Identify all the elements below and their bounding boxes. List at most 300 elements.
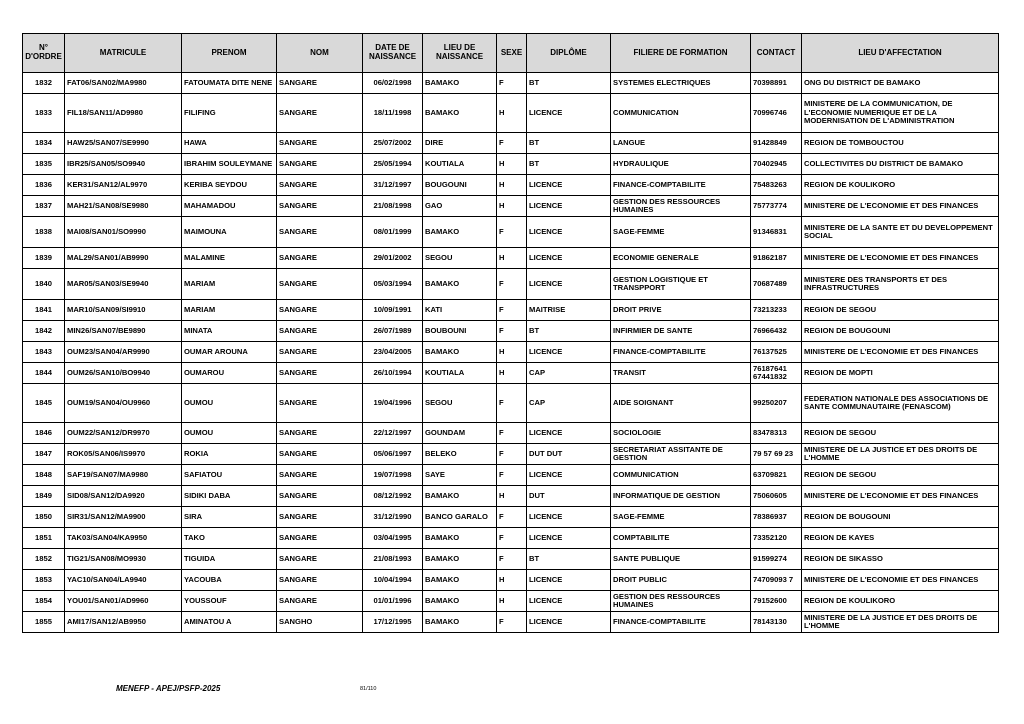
cell-lieu-naissance: DIRE	[423, 133, 497, 154]
cell-contact: 78143130	[751, 612, 802, 633]
cell-filiere: GESTION DES RESSOURCES HUMAINES	[611, 591, 751, 612]
cell-date-naissance: 25/07/2002	[363, 133, 423, 154]
header-matricule: MATRICULE	[65, 34, 182, 73]
cell-date-naissance: 26/07/1989	[363, 321, 423, 342]
cell-nom: SANGARE	[277, 133, 363, 154]
cell-prenom: HAWA	[182, 133, 277, 154]
cell-contact: 70687489	[751, 269, 802, 300]
table-row	[23, 549, 999, 570]
cell-lieu-naissance: BAMAKO	[423, 94, 497, 133]
cell-prenom: SAFIATOU	[182, 465, 277, 486]
table-row	[23, 94, 999, 133]
cell-filiere: SYSTEMES ELECTRIQUES	[611, 73, 751, 94]
cell-lieu-affectation: MINISTERE DE LA COMMUNICATION, DE L'ECONOMIE NUMERIQUE ET DE LA MODERNISATION DE L'ADMINISTRATION	[802, 94, 999, 133]
cell-sexe: F	[497, 217, 527, 248]
cell-diplome: LICENCE	[527, 196, 611, 217]
cell-lieu-affectation: MINISTERE DES TRANSPORTS ET DES INFRASTRUCTURES	[802, 269, 999, 300]
cell-lieu-affectation: MINISTERE DE L'ECONOMIE ET DES FINANCES	[802, 570, 999, 591]
table-row	[23, 196, 999, 217]
cell-filiere: SAGE-FEMME	[611, 507, 751, 528]
cell-matricule: SIR31/SAN12/MA9900	[65, 507, 182, 528]
cell-diplome: LICENCE	[527, 217, 611, 248]
cell-numero: 1844	[23, 363, 65, 384]
cell-matricule: OUM22/SAN12/DR9970	[65, 423, 182, 444]
cell-filiere: DROIT PRIVE	[611, 300, 751, 321]
cell-numero: 1846	[23, 423, 65, 444]
cell-contact: 99250207	[751, 384, 802, 423]
cell-prenom: KERIBA SEYDOU	[182, 175, 277, 196]
cell-sexe: H	[497, 486, 527, 507]
cell-numero: 1854	[23, 591, 65, 612]
cell-date-naissance: 05/03/1994	[363, 269, 423, 300]
cell-matricule: OUM23/SAN04/AR9990	[65, 342, 182, 363]
cell-sexe: H	[497, 94, 527, 133]
cell-prenom: SIDIKI DABA	[182, 486, 277, 507]
cell-nom: SANGARE	[277, 269, 363, 300]
cell-lieu-naissance: KATI	[423, 300, 497, 321]
table-row	[23, 321, 999, 342]
cell-matricule: HAW25/SAN07/SE9990	[65, 133, 182, 154]
cell-matricule: ROK05/SAN06/IS9970	[65, 444, 182, 465]
cell-lieu-affectation: ONG DU DISTRICT DE BAMAKO	[802, 73, 999, 94]
cell-prenom: MARIAM	[182, 269, 277, 300]
cell-date-naissance: 18/11/1998	[363, 94, 423, 133]
cell-matricule: OUM26/SAN10/BO9940	[65, 363, 182, 384]
cell-filiere: ECONOMIE GENERALE	[611, 248, 751, 269]
cell-nom: SANGARE	[277, 384, 363, 423]
cell-matricule: SID08/SAN12/DA9920	[65, 486, 182, 507]
cell-contact: 91862187	[751, 248, 802, 269]
cell-lieu-naissance: GAO	[423, 196, 497, 217]
table-row	[23, 384, 999, 423]
header-lieu-naissance: LIEU DE NAISSANCE	[423, 34, 497, 73]
cell-contact: 70402945	[751, 154, 802, 175]
table-row	[23, 423, 999, 444]
cell-lieu-naissance: BAMAKO	[423, 269, 497, 300]
cell-filiere: TRANSIT	[611, 363, 751, 384]
cell-lieu-naissance: BAMAKO	[423, 612, 497, 633]
cell-diplome: LICENCE	[527, 342, 611, 363]
cell-lieu-naissance: BAMAKO	[423, 73, 497, 94]
cell-date-naissance: 08/01/1999	[363, 217, 423, 248]
cell-sexe: F	[497, 384, 527, 423]
cell-sexe: H	[497, 570, 527, 591]
table-row	[23, 465, 999, 486]
cell-numero: 1835	[23, 154, 65, 175]
cell-nom: SANGARE	[277, 528, 363, 549]
cell-date-naissance: 10/04/1994	[363, 570, 423, 591]
cell-date-naissance: 29/01/2002	[363, 248, 423, 269]
cell-diplome: LICENCE	[527, 465, 611, 486]
cell-diplome: CAP	[527, 363, 611, 384]
cell-lieu-affectation: MINISTERE DE L'ECONOMIE ET DES FINANCES	[802, 486, 999, 507]
table-row	[23, 570, 999, 591]
cell-lieu-naissance: GOUNDAM	[423, 423, 497, 444]
cell-diplome: LICENCE	[527, 269, 611, 300]
cell-lieu-affectation: REGION DE MOPTI	[802, 363, 999, 384]
cell-sexe: H	[497, 154, 527, 175]
cell-nom: SANGARE	[277, 342, 363, 363]
cell-sexe: F	[497, 444, 527, 465]
cell-contact: 91428849	[751, 133, 802, 154]
page-number: 81/110	[360, 686, 377, 692]
cell-numero: 1853	[23, 570, 65, 591]
cell-filiere: INFIRMIER DE SANTE	[611, 321, 751, 342]
cell-sexe: H	[497, 342, 527, 363]
cell-numero: 1840	[23, 269, 65, 300]
footer-reference: MENEFP - APEJ/PSFP-2025	[116, 684, 221, 693]
cell-contact: 83478313	[751, 423, 802, 444]
cell-sexe: F	[497, 73, 527, 94]
cell-diplome: LICENCE	[527, 528, 611, 549]
cell-sexe: F	[497, 465, 527, 486]
cell-lieu-affectation: REGION DE BOUGOUNI	[802, 507, 999, 528]
cell-nom: SANGARE	[277, 321, 363, 342]
cell-diplome: BT	[527, 73, 611, 94]
cell-date-naissance: 01/01/1996	[363, 591, 423, 612]
cell-lieu-affectation: REGION DE SEGOU	[802, 423, 999, 444]
cell-nom: SANGARE	[277, 423, 363, 444]
cell-sexe: H	[497, 196, 527, 217]
assignment-table	[22, 33, 999, 633]
cell-contact: 74709093 7	[751, 570, 802, 591]
cell-numero: 1842	[23, 321, 65, 342]
cell-matricule: KER31/SAN12/AL9970	[65, 175, 182, 196]
cell-lieu-affectation: REGION DE SEGOU	[802, 465, 999, 486]
cell-lieu-affectation: REGION DE TOMBOUCTOU	[802, 133, 999, 154]
cell-date-naissance: 05/06/1997	[363, 444, 423, 465]
cell-filiere: DROIT PUBLIC	[611, 570, 751, 591]
cell-date-naissance: 23/04/2005	[363, 342, 423, 363]
cell-lieu-naissance: SAYE	[423, 465, 497, 486]
cell-diplome: BT	[527, 549, 611, 570]
cell-prenom: TAKO	[182, 528, 277, 549]
cell-numero: 1849	[23, 486, 65, 507]
table-row	[23, 175, 999, 196]
cell-matricule: FAT06/SAN02/MA9980	[65, 73, 182, 94]
table-row	[23, 444, 999, 465]
cell-numero: 1843	[23, 342, 65, 363]
cell-prenom: MAIMOUNA	[182, 217, 277, 248]
cell-contact: 76966432	[751, 321, 802, 342]
cell-sexe: F	[497, 300, 527, 321]
cell-contact: 78386937	[751, 507, 802, 528]
cell-matricule: AMI17/SAN12/AB9950	[65, 612, 182, 633]
cell-prenom: FATOUMATA DITE NENE	[182, 73, 277, 94]
cell-matricule: YAC10/SAN04/LA9940	[65, 570, 182, 591]
cell-nom: SANGARE	[277, 154, 363, 175]
cell-nom: SANGARE	[277, 570, 363, 591]
cell-lieu-naissance: KOUTIALA	[423, 154, 497, 175]
cell-sexe: F	[497, 133, 527, 154]
cell-date-naissance: 17/12/1995	[363, 612, 423, 633]
cell-lieu-naissance: BAMAKO	[423, 591, 497, 612]
table-row	[23, 248, 999, 269]
cell-contact: 79152600	[751, 591, 802, 612]
cell-sexe: F	[497, 507, 527, 528]
cell-numero: 1850	[23, 507, 65, 528]
table-container	[22, 33, 999, 633]
cell-matricule: MAR10/SAN09/SI9910	[65, 300, 182, 321]
cell-lieu-naissance: BAMAKO	[423, 549, 497, 570]
cell-date-naissance: 21/08/1998	[363, 196, 423, 217]
cell-lieu-naissance: BOUBOUNI	[423, 321, 497, 342]
cell-date-naissance: 03/04/1995	[363, 528, 423, 549]
cell-lieu-affectation: MINISTERE DE LA SANTE ET DU DEVELOPPEMENT SOCIAL	[802, 217, 999, 248]
cell-lieu-naissance: BAMAKO	[423, 528, 497, 549]
cell-matricule: IBR25/SAN05/SO9940	[65, 154, 182, 175]
cell-prenom: FILIFING	[182, 94, 277, 133]
cell-sexe: F	[497, 612, 527, 633]
cell-matricule: FIL18/SAN11/AD9980	[65, 94, 182, 133]
cell-numero: 1847	[23, 444, 65, 465]
cell-filiere: SOCIOLOGIE	[611, 423, 751, 444]
cell-matricule: TAK03/SAN04/KA9950	[65, 528, 182, 549]
table-row	[23, 154, 999, 175]
cell-filiere: FINANCE-COMPTABILITE	[611, 175, 751, 196]
cell-contact: 75773774	[751, 196, 802, 217]
header-date-naissance: DATE DE NAISSANCE	[363, 34, 423, 73]
cell-lieu-naissance: BAMAKO	[423, 342, 497, 363]
cell-contact: 79 57 69 23	[751, 444, 802, 465]
table-row	[23, 342, 999, 363]
cell-prenom: TIGUIDA	[182, 549, 277, 570]
cell-numero: 1852	[23, 549, 65, 570]
cell-lieu-affectation: REGION DE KOULIKORO	[802, 175, 999, 196]
cell-numero: 1834	[23, 133, 65, 154]
cell-sexe: H	[497, 591, 527, 612]
table-row	[23, 133, 999, 154]
cell-sexe: H	[497, 363, 527, 384]
cell-prenom: ROKIA	[182, 444, 277, 465]
cell-diplome: LICENCE	[527, 570, 611, 591]
cell-date-naissance: 25/05/1994	[363, 154, 423, 175]
cell-date-naissance: 31/12/1990	[363, 507, 423, 528]
cell-diplome: BT	[527, 133, 611, 154]
cell-numero: 1832	[23, 73, 65, 94]
cell-lieu-affectation: REGION DE KOULIKORO	[802, 591, 999, 612]
header-nom: NOM	[277, 34, 363, 73]
header-sexe: SEXE	[497, 34, 527, 73]
cell-lieu-affectation: MINISTERE DE L'ECONOMIE ET DES FINANCES	[802, 342, 999, 363]
table-row	[23, 507, 999, 528]
cell-contact: 75483263	[751, 175, 802, 196]
cell-nom: SANGARE	[277, 363, 363, 384]
cell-contact: 76137525	[751, 342, 802, 363]
cell-contact: 63709821	[751, 465, 802, 486]
cell-numero: 1839	[23, 248, 65, 269]
cell-filiere: HYDRAULIQUE	[611, 154, 751, 175]
cell-sexe: F	[497, 423, 527, 444]
header-prenom: PRENOM	[182, 34, 277, 73]
table-row	[23, 612, 999, 633]
header-lieu-affectation: LIEU D'AFFECTATION	[802, 34, 999, 73]
cell-nom: SANGARE	[277, 196, 363, 217]
cell-numero: 1848	[23, 465, 65, 486]
cell-lieu-affectation: FEDERATION NATIONALE DES ASSOCIATIONS DE SANTE COMMUNAUTAIRE (FENASCOM)	[802, 384, 999, 423]
cell-lieu-affectation: REGION DE SEGOU	[802, 300, 999, 321]
cell-contact: 76187641 67441832	[751, 363, 802, 384]
cell-date-naissance: 31/12/1997	[363, 175, 423, 196]
cell-sexe: H	[497, 175, 527, 196]
cell-prenom: MARIAM	[182, 300, 277, 321]
table-header	[23, 34, 999, 73]
cell-prenom: MINATA	[182, 321, 277, 342]
cell-prenom: OUMAR AROUNA	[182, 342, 277, 363]
cell-matricule: YOU01/SAN01/AD9960	[65, 591, 182, 612]
cell-diplome: DUT DUT	[527, 444, 611, 465]
cell-nom: SANGARE	[277, 507, 363, 528]
cell-contact: 91346831	[751, 217, 802, 248]
cell-sexe: F	[497, 269, 527, 300]
cell-prenom: OUMAROU	[182, 363, 277, 384]
cell-date-naissance: 26/10/1994	[363, 363, 423, 384]
cell-lieu-naissance: BAMAKO	[423, 570, 497, 591]
table-row	[23, 486, 999, 507]
cell-nom: SANGARE	[277, 465, 363, 486]
cell-prenom: MAHAMADOU	[182, 196, 277, 217]
cell-filiere: LANGUE	[611, 133, 751, 154]
cell-matricule: MIN26/SAN07/BE9890	[65, 321, 182, 342]
cell-diplome: BT	[527, 154, 611, 175]
cell-matricule: TIG21/SAN08/MO9930	[65, 549, 182, 570]
cell-prenom: IBRAHIM SOULEYMANE	[182, 154, 277, 175]
cell-nom: SANGARE	[277, 217, 363, 248]
cell-filiere: SAGE-FEMME	[611, 217, 751, 248]
cell-nom: SANGARE	[277, 591, 363, 612]
cell-prenom: AMINATOU A	[182, 612, 277, 633]
cell-numero: 1836	[23, 175, 65, 196]
cell-diplome: LICENCE	[527, 248, 611, 269]
cell-contact: 73352120	[751, 528, 802, 549]
cell-lieu-naissance: BELEKO	[423, 444, 497, 465]
cell-nom: SANGARE	[277, 549, 363, 570]
cell-contact: 70398891	[751, 73, 802, 94]
cell-sexe: F	[497, 549, 527, 570]
cell-sexe: F	[497, 528, 527, 549]
cell-date-naissance: 19/04/1996	[363, 384, 423, 423]
cell-lieu-naissance: KOUTIALA	[423, 363, 497, 384]
table-row	[23, 300, 999, 321]
cell-numero: 1841	[23, 300, 65, 321]
cell-matricule: OUM19/SAN04/OU9960	[65, 384, 182, 423]
cell-nom: SANGARE	[277, 94, 363, 133]
cell-matricule: MAH21/SAN08/SE9980	[65, 196, 182, 217]
header-numero: N° D'ORDRE	[23, 34, 65, 73]
cell-matricule: SAF19/SAN07/MA9980	[65, 465, 182, 486]
cell-diplome: LICENCE	[527, 94, 611, 133]
cell-lieu-naissance: SEGOU	[423, 384, 497, 423]
table-row	[23, 73, 999, 94]
cell-lieu-naissance: SEGOU	[423, 248, 497, 269]
header-contact: CONTACT	[751, 34, 802, 73]
cell-nom: SANGARE	[277, 248, 363, 269]
cell-sexe: F	[497, 321, 527, 342]
cell-nom: SANGARE	[277, 175, 363, 196]
cell-lieu-naissance: BOUGOUNI	[423, 175, 497, 196]
cell-filiere: GESTION LOGISTIQUE ET TRANSPPORT	[611, 269, 751, 300]
cell-lieu-affectation: COLLECTIVITES DU DISTRICT DE BAMAKO	[802, 154, 999, 175]
cell-diplome: DUT	[527, 486, 611, 507]
cell-numero: 1855	[23, 612, 65, 633]
cell-matricule: MAI08/SAN01/SO9990	[65, 217, 182, 248]
cell-prenom: MALAMINE	[182, 248, 277, 269]
cell-contact: 70996746	[751, 94, 802, 133]
cell-contact: 75060605	[751, 486, 802, 507]
cell-filiere: FINANCE-COMPTABILITE	[611, 342, 751, 363]
cell-date-naissance: 21/08/1993	[363, 549, 423, 570]
cell-lieu-affectation: MINISTERE DE LA JUSTICE ET DES DROITS DE L'HOMME	[802, 612, 999, 633]
header-filiere: FILIERE DE FORMATION	[611, 34, 751, 73]
cell-prenom: OUMOU	[182, 384, 277, 423]
cell-numero: 1851	[23, 528, 65, 549]
cell-filiere: COMPTABILITE	[611, 528, 751, 549]
cell-diplome: MAITRISE	[527, 300, 611, 321]
cell-lieu-affectation: REGION DE KAYES	[802, 528, 999, 549]
cell-nom: SANGARE	[277, 444, 363, 465]
cell-lieu-affectation: MINISTERE DE L'ECONOMIE ET DES FINANCES	[802, 248, 999, 269]
cell-nom: SANGARE	[277, 486, 363, 507]
cell-filiere: COMMUNICATION	[611, 465, 751, 486]
cell-lieu-naissance: BAMAKO	[423, 486, 497, 507]
table-body	[23, 73, 999, 633]
cell-contact: 91599274	[751, 549, 802, 570]
cell-prenom: YACOUBA	[182, 570, 277, 591]
cell-date-naissance: 19/07/1998	[363, 465, 423, 486]
cell-prenom: SIRA	[182, 507, 277, 528]
cell-lieu-affectation: REGION DE BOUGOUNI	[802, 321, 999, 342]
cell-date-naissance: 06/02/1998	[363, 73, 423, 94]
cell-lieu-affectation: REGION DE SIKASSO	[802, 549, 999, 570]
cell-numero: 1845	[23, 384, 65, 423]
cell-filiere: COMMUNICATION	[611, 94, 751, 133]
table-row	[23, 528, 999, 549]
cell-numero: 1833	[23, 94, 65, 133]
cell-filiere: GESTION DES RESSOURCES HUMAINES	[611, 196, 751, 217]
cell-diplome: LICENCE	[527, 591, 611, 612]
cell-date-naissance: 08/12/1992	[363, 486, 423, 507]
header-diplome: DIPLÔME	[527, 34, 611, 73]
cell-lieu-naissance: BANCO GARALO	[423, 507, 497, 528]
cell-lieu-affectation: MINISTERE DE L'ECONOMIE ET DES FINANCES	[802, 196, 999, 217]
cell-diplome: LICENCE	[527, 423, 611, 444]
cell-filiere: FINANCE-COMPTABILITE	[611, 612, 751, 633]
cell-date-naissance: 22/12/1997	[363, 423, 423, 444]
cell-filiere: SANTE PUBLIQUE	[611, 549, 751, 570]
cell-matricule: MAR05/SAN03/SE9940	[65, 269, 182, 300]
table-row	[23, 363, 999, 384]
cell-diplome: BT	[527, 321, 611, 342]
cell-diplome: LICENCE	[527, 612, 611, 633]
cell-diplome: LICENCE	[527, 175, 611, 196]
cell-filiere: SECRETARIAT ASSITANTE DE GESTION	[611, 444, 751, 465]
table-row	[23, 591, 999, 612]
cell-numero: 1838	[23, 217, 65, 248]
cell-date-naissance: 10/09/1991	[363, 300, 423, 321]
cell-numero: 1837	[23, 196, 65, 217]
cell-prenom: YOUSSOUF	[182, 591, 277, 612]
cell-filiere: INFORMATIQUE DE GESTION	[611, 486, 751, 507]
cell-sexe: H	[497, 248, 527, 269]
cell-contact: 73213233	[751, 300, 802, 321]
cell-nom: SANGARE	[277, 73, 363, 94]
cell-matricule: MAL29/SAN01/AB9990	[65, 248, 182, 269]
cell-nom: SANGARE	[277, 300, 363, 321]
cell-lieu-naissance: BAMAKO	[423, 217, 497, 248]
cell-diplome: LICENCE	[527, 507, 611, 528]
cell-diplome: CAP	[527, 384, 611, 423]
table-row	[23, 269, 999, 300]
